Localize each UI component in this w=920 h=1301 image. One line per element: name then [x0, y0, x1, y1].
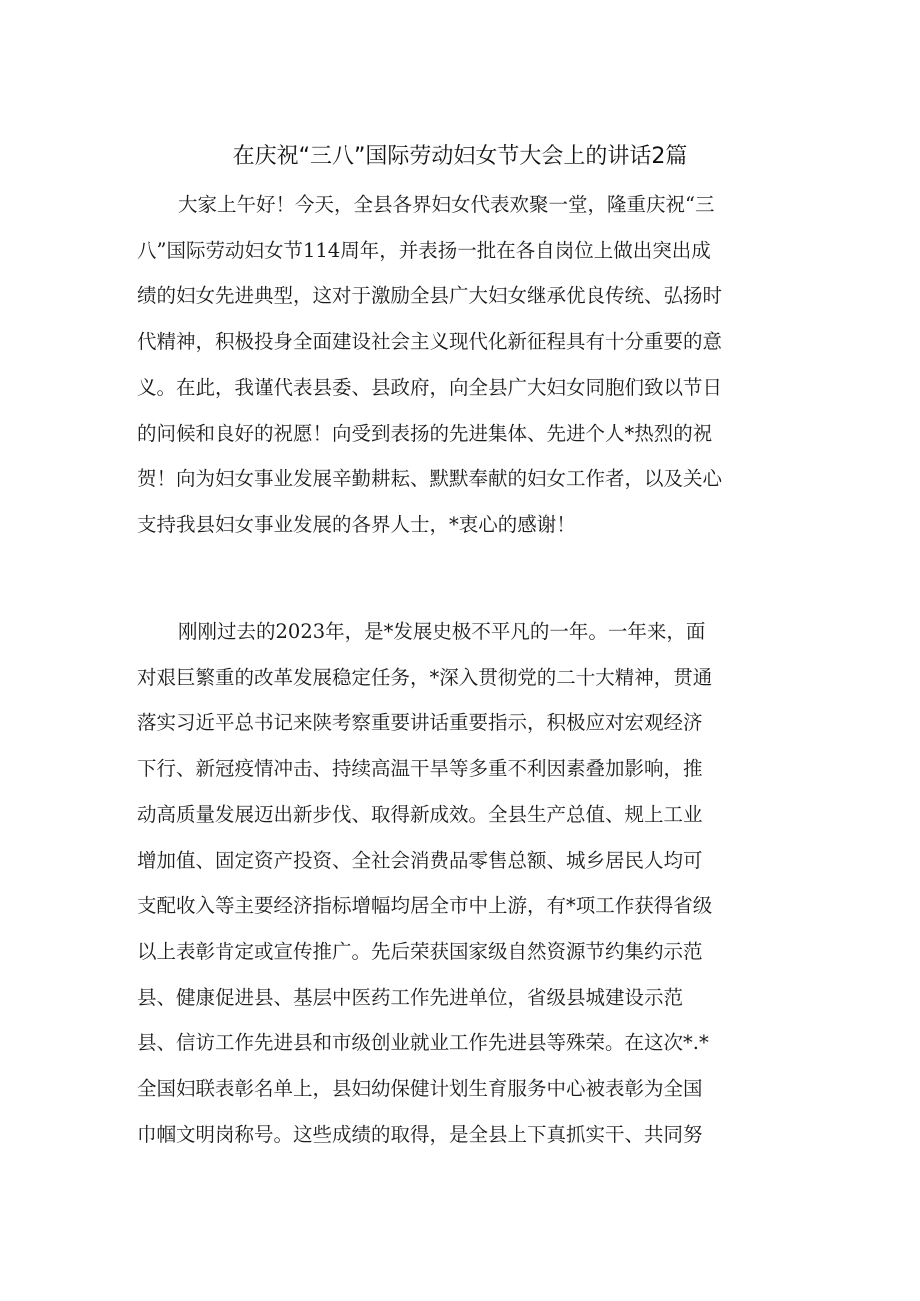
paragraph-line: 大家上午好！今天，全县各界妇女代表欢聚一堂，隆重庆祝“三 [178, 193, 715, 216]
paragraph-line: 绩的妇女先进典型，这对于激励全县广大妇女继承优良传统、弘扬时 [137, 284, 723, 308]
paragraph-line: 巾帼文明岗称号。这些成绩的取得，是全县上下真抓实干、共同努 [137, 1122, 703, 1146]
paragraph-line: 全国妇联表彰名单上，县妇幼保健计划生育服务中心被表彰为全国 [137, 1077, 703, 1101]
paragraph-line: 八”国际劳动妇女节114周年，并表扬一批在各自岗位上做出突出成 [137, 238, 711, 262]
paragraph-line: 支配收入等主要经济指标增幅均居全市中上游，有*项工作获得省级 [137, 894, 713, 918]
paragraph-line: 动高质量发展迈出新步伐、取得新成效。全县生产总值、规上工业 [137, 802, 703, 826]
paragraph-line: 刚刚过去的2023年，是*发展史极不平凡的一年。一年来，面 [178, 620, 706, 643]
paragraph-line: 代精神，积极投身全面建设社会主义现代化新征程具有十分重要的意 [137, 330, 723, 354]
paragraph-line: 贺！向为妇女事业发展辛勤耕耘、默默奉献的妇女工作者，以及关心 [137, 467, 723, 491]
paragraph-1 [137, 182, 777, 548]
paragraph-line: 落实习近平总书记来陕考察重要讲话重要指示，积极应对宏观经济 [137, 711, 703, 735]
paragraph-line: 以上表彰肯定或宣传推广。先后荣获国家级自然资源节约集约示范 [137, 939, 703, 963]
paragraph-2 [137, 609, 777, 1157]
paragraph-line: 增加值、固定资产投资、全社会消费品零售总额、城乡居民人均可 [137, 848, 703, 872]
paragraph-line: 义。在此，我谨代表县委、县政府，向全县广大妇女同胞们致以节日 [137, 375, 723, 399]
paragraph-line: 支持我县妇女事业发展的各界人士，*衷心的感谢！ [137, 512, 576, 536]
document-title: 在庆祝“三八”国际劳动妇女节大会上的讲话2篇 [232, 144, 688, 169]
paragraph-line: 县、健康促进县、基层中医药工作先进单位，省级县城建设示范 [137, 985, 684, 1009]
paragraph-line: 的问候和良好的祝愿！向受到表扬的先进集体、先进个人*热烈的祝 [137, 421, 713, 445]
paragraph-line: 对艰巨繁重的改革发展稳定任务，*深入贯彻党的二十大精神，贯通 [137, 665, 713, 689]
paragraph-line: 县、信访工作先进县和市级创业就业工作先进县等殊荣。在这次*.* [137, 1031, 709, 1055]
paragraph-line: 下行、新冠疫情冲击、持续高温干旱等多重不利因素叠加影响，推 [137, 757, 703, 781]
